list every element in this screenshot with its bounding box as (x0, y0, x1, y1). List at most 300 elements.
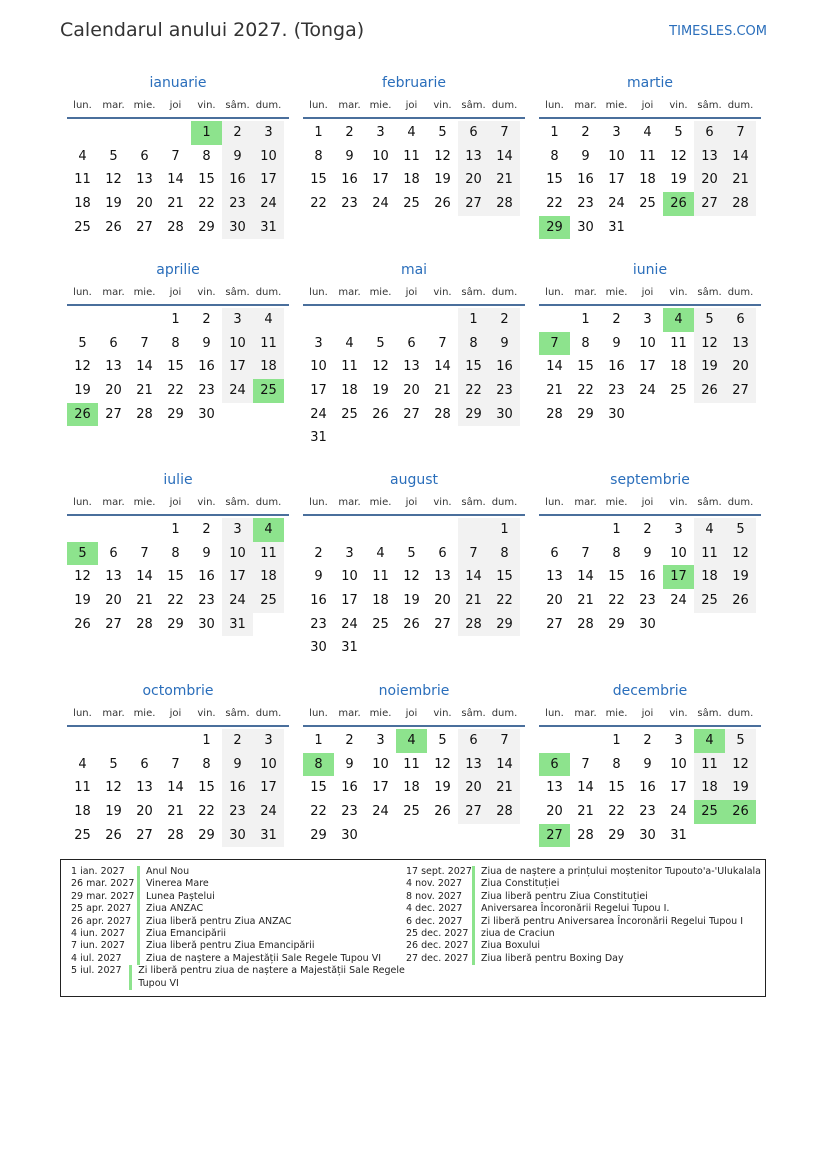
weekday-label: joi (169, 708, 182, 719)
legend-item (71, 928, 411, 940)
weekday-label: lun. (545, 287, 564, 298)
legend-date: 26 dec. 2027 (406, 940, 469, 952)
day-cell: 13 (546, 780, 563, 796)
weekday-label: vin. (669, 497, 688, 508)
legend-item (406, 928, 761, 940)
day-cell: 9 (643, 545, 652, 561)
day-cell: 17 (372, 780, 389, 796)
day-cell: 12 (725, 542, 756, 566)
weekday-label: sâm. (225, 497, 250, 508)
legend-color-marker (137, 891, 140, 903)
weekday-label: mar. (338, 100, 361, 111)
empty-cell (129, 518, 160, 542)
weekday-header (67, 282, 289, 306)
day-cell: 17 (310, 383, 327, 399)
empty-cell (694, 613, 725, 637)
days-grid (303, 119, 525, 216)
day-cell: 5 (109, 756, 118, 772)
day-cell: 9 (345, 148, 354, 164)
day-cell: 18 (694, 565, 725, 589)
legend-date: 4 nov. 2027 (406, 878, 462, 890)
legend-color-marker (472, 891, 475, 903)
month-name: ianuarie (149, 75, 207, 91)
empty-cell (539, 729, 570, 753)
day-cell: 3 (253, 729, 284, 753)
day-cell: 7 (438, 335, 447, 351)
day-cell: 18 (372, 593, 389, 609)
weekday-label: lun. (73, 100, 92, 111)
month-februarie (303, 71, 525, 216)
day-cell: 20 (546, 804, 563, 820)
legend-item (71, 940, 411, 952)
day-cell: 21 (577, 593, 594, 609)
empty-cell (694, 403, 725, 427)
empty-cell (458, 824, 489, 848)
day-cell: 5 (725, 518, 756, 542)
day-cell: 4 (694, 518, 725, 542)
day-cell: 14 (546, 359, 563, 375)
day-cell: 24 (253, 192, 284, 216)
day-cell: 18 (74, 196, 91, 212)
day-cell: 2 (222, 121, 253, 145)
day-cell: 16 (341, 172, 358, 188)
day-cell: 22 (458, 379, 489, 403)
legend-color-marker (137, 928, 140, 940)
day-cell: 6 (109, 545, 118, 561)
empty-cell (303, 518, 334, 542)
day-cell: 18 (253, 565, 284, 589)
legend-color-marker (137, 878, 140, 890)
day-cell: 21 (136, 383, 153, 399)
day-cell: 14 (136, 569, 153, 585)
empty-cell (396, 518, 427, 542)
legend-holiday-name: Ziua liberă pentru Ziua Emancipării (146, 940, 315, 952)
weekday-label: dum. (727, 100, 754, 111)
month-martie (539, 71, 761, 239)
legend-date: 17 sept. 2027 (406, 866, 472, 877)
day-cell: 22 (310, 196, 327, 212)
weekday-label: dum. (491, 100, 518, 111)
day-cell: 28 (577, 827, 594, 843)
day-cell: 5 (376, 335, 385, 351)
weekday-label: sâm. (697, 497, 722, 508)
day-cell: 19 (725, 776, 756, 800)
day-cell: 2 (643, 733, 652, 748)
day-cell: 9 (314, 569, 323, 585)
day-cell: 8 (314, 148, 323, 164)
legend-date: 29 mar. 2027 (71, 890, 135, 902)
day-cell: 7 (725, 121, 756, 145)
legend-date: 25 dec. 2027 (406, 928, 469, 940)
day-cell: 29 (577, 406, 594, 422)
empty-cell (694, 824, 725, 848)
day-cell: 8 (202, 148, 211, 164)
weekday-label: dum. (255, 287, 282, 298)
empty-cell (539, 308, 570, 332)
weekday-label: vin. (197, 287, 216, 298)
weekday-header (539, 492, 761, 516)
day-cell: 5 (725, 729, 756, 753)
legend-item (71, 965, 411, 990)
month-name: noiembrie (378, 683, 450, 699)
day-cell: 14 (434, 359, 451, 375)
empty-cell (67, 121, 98, 145)
day-cell: 10 (253, 145, 284, 169)
day-cell: 5 (694, 308, 725, 332)
legend-item (406, 903, 761, 915)
weekday-label: vin. (433, 100, 452, 111)
day-cell: 1 (581, 312, 590, 327)
day-cell: 10 (310, 359, 327, 375)
day-cell: 15 (608, 569, 625, 585)
day-cell: 21 (136, 593, 153, 609)
day-cell: 23 (222, 800, 253, 824)
day-cell: 25 (372, 616, 389, 632)
weekday-label: joi (169, 497, 182, 508)
day-cell: 30 (222, 216, 253, 240)
day-cell: 4 (643, 125, 652, 140)
weekday-label: dum. (727, 497, 754, 508)
empty-cell (129, 308, 160, 332)
day-cell: 21 (167, 196, 184, 212)
day-cell: 15 (546, 172, 563, 188)
day-cell: 16 (489, 355, 520, 379)
day-cell: 4 (345, 335, 354, 351)
legend-color-marker (137, 903, 140, 915)
weekday-label: mar. (338, 708, 361, 719)
legend-date: 5 iul. 2027 (71, 965, 122, 977)
empty-cell (98, 518, 129, 542)
legend-date: 8 nov. 2027 (406, 890, 462, 902)
weekday-header (67, 492, 289, 516)
empty-cell (303, 308, 334, 332)
day-cell: 1 (612, 733, 621, 748)
weekday-header (539, 282, 761, 306)
weekday-label: lun. (545, 708, 564, 719)
day-cell: 18 (403, 172, 420, 188)
day-cell: 27 (725, 379, 756, 403)
month-name: martie (627, 75, 673, 91)
weekday-label: lun. (73, 287, 92, 298)
month-octombrie (67, 679, 289, 847)
day-cell: 18 (253, 355, 284, 379)
weekday-label: lun. (545, 497, 564, 508)
day-cell: 9 (489, 332, 520, 356)
month-august (303, 468, 525, 660)
day-cell: 3 (222, 308, 253, 332)
day-cell: 9 (612, 335, 621, 351)
day-cell: 11 (694, 753, 725, 777)
day-cell: 21 (167, 804, 184, 820)
day-cell: 8 (458, 332, 489, 356)
day-cell: 5 (78, 335, 87, 351)
day-cell: 20 (725, 355, 756, 379)
day-cell: 1 (171, 522, 180, 537)
day-cell: 3 (376, 125, 385, 140)
day-cell: 20 (105, 383, 122, 399)
day-cell: 6 (407, 335, 416, 351)
day-cell: 17 (253, 776, 284, 800)
day-cell: 23 (608, 383, 625, 399)
day-cell: 7 (140, 545, 149, 561)
day-cell: 22 (167, 383, 184, 399)
day-cell: 11 (74, 172, 91, 188)
day-cell: 30 (639, 616, 656, 632)
day-cell: 27 (546, 616, 563, 632)
day-cell: 26 (694, 379, 725, 403)
empty-cell (129, 121, 160, 145)
day-cell: 13 (725, 332, 756, 356)
day-cell: 24 (372, 196, 389, 212)
day-cell: 31 (253, 216, 284, 240)
day-cell: 19 (725, 565, 756, 589)
month-name: iulie (163, 472, 193, 488)
empty-cell (365, 426, 396, 450)
empty-cell (67, 729, 98, 753)
empty-cell (632, 216, 663, 240)
day-cell: 11 (403, 148, 420, 164)
day-cell: 7 (489, 121, 520, 145)
weekday-label: dum. (491, 287, 518, 298)
holiday-cell: 6 (539, 753, 570, 777)
weekday-label: mie. (133, 287, 156, 298)
legend-holiday-name: Lunea Paștelui (146, 890, 215, 902)
day-cell: 16 (198, 359, 215, 375)
month-name: octombrie (142, 683, 214, 699)
day-cell: 1 (171, 312, 180, 327)
holiday-cell: 4 (694, 729, 725, 753)
day-cell: 12 (694, 332, 725, 356)
day-cell: 16 (577, 172, 594, 188)
day-cell: 27 (694, 192, 725, 216)
empty-cell (129, 729, 160, 753)
empty-cell (570, 729, 601, 753)
day-cell: 28 (577, 616, 594, 632)
days-grid (67, 306, 289, 426)
day-cell: 21 (577, 804, 594, 820)
day-cell: 30 (310, 640, 327, 656)
legend-holiday-name: Ziua Constituției (481, 878, 560, 890)
day-cell: 11 (253, 542, 284, 566)
day-cell: 8 (171, 545, 180, 561)
day-cell: 12 (434, 756, 451, 772)
day-cell: 22 (310, 804, 327, 820)
day-cell: 12 (403, 569, 420, 585)
empty-cell (570, 518, 601, 542)
day-cell: 18 (694, 776, 725, 800)
day-cell: 28 (458, 613, 489, 637)
day-cell: 23 (222, 192, 253, 216)
day-cell: 27 (434, 616, 451, 632)
day-cell: 18 (639, 172, 656, 188)
day-cell: 1 (458, 308, 489, 332)
weekday-label: mar. (574, 100, 597, 111)
day-cell: 30 (341, 827, 358, 843)
day-cell: 25 (341, 406, 358, 422)
legend-holiday-name: Zi liberă pentru ziua de naștere a Majestății Sale Regele Tupou VI (138, 965, 405, 989)
days-grid (539, 516, 761, 636)
legend-holiday-name: Ziua Emancipării (146, 928, 227, 940)
day-cell: 21 (546, 383, 563, 399)
day-cell: 20 (403, 383, 420, 399)
weekday-label: sâm. (461, 708, 486, 719)
legend-color-marker (129, 965, 132, 990)
day-cell: 24 (222, 379, 253, 403)
days-grid (539, 727, 761, 847)
day-cell: 26 (434, 196, 451, 212)
day-cell: 13 (403, 359, 420, 375)
day-cell: 10 (639, 335, 656, 351)
empty-cell (725, 613, 756, 637)
empty-cell (365, 518, 396, 542)
day-cell: 3 (376, 733, 385, 748)
day-cell: 13 (458, 753, 489, 777)
day-cell: 22 (198, 196, 215, 212)
day-cell: 4 (78, 756, 87, 772)
day-cell: 11 (694, 542, 725, 566)
day-cell: 24 (341, 616, 358, 632)
weekday-label: sâm. (225, 708, 250, 719)
day-cell: 16 (222, 776, 253, 800)
day-cell: 22 (608, 593, 625, 609)
day-cell: 19 (74, 593, 91, 609)
day-cell: 29 (167, 616, 184, 632)
holiday-cell: 26 (67, 403, 98, 427)
day-cell: 15 (198, 172, 215, 188)
holiday-cell: 8 (303, 753, 334, 777)
legend-item (71, 903, 411, 915)
day-cell: 8 (612, 545, 621, 561)
legend-color-marker (137, 916, 140, 928)
empty-cell (334, 308, 365, 332)
day-cell: 15 (310, 780, 327, 796)
weekday-label: vin. (197, 708, 216, 719)
legend-column-left (71, 866, 411, 990)
day-cell: 10 (372, 148, 389, 164)
weekday-label: dum. (727, 708, 754, 719)
day-cell: 28 (489, 800, 520, 824)
day-cell: 2 (581, 125, 590, 140)
empty-cell (427, 308, 458, 332)
weekday-label: joi (405, 497, 418, 508)
day-cell: 18 (341, 383, 358, 399)
day-cell: 19 (105, 804, 122, 820)
legend-item (406, 866, 761, 878)
day-cell: 28 (167, 827, 184, 843)
weekday-label: sâm. (697, 100, 722, 111)
weekday-label: lun. (309, 287, 328, 298)
weekday-label: dum. (491, 708, 518, 719)
day-cell: 27 (403, 406, 420, 422)
day-cell: 17 (372, 172, 389, 188)
empty-cell (539, 518, 570, 542)
legend-holiday-name: Ziua liberă pentru Boxing Day (481, 952, 624, 964)
day-cell: 23 (341, 196, 358, 212)
day-cell: 30 (198, 406, 215, 422)
empty-cell (334, 518, 365, 542)
day-cell: 12 (670, 148, 687, 164)
day-cell: 19 (372, 383, 389, 399)
days-grid (303, 727, 525, 847)
weekday-label: sâm. (461, 287, 486, 298)
day-cell: 22 (608, 804, 625, 820)
empty-cell (98, 121, 129, 145)
empty-cell (663, 403, 694, 427)
day-cell: 24 (372, 804, 389, 820)
day-cell: 14 (136, 359, 153, 375)
days-grid (67, 119, 289, 239)
day-cell: 28 (136, 616, 153, 632)
weekday-label: joi (641, 497, 654, 508)
weekday-label: joi (641, 287, 654, 298)
day-cell: 25 (74, 827, 91, 843)
day-cell: 12 (105, 780, 122, 796)
weekday-label: mar. (574, 497, 597, 508)
page-title: Calendarul anului 2027. (Tonga) (60, 19, 365, 41)
empty-cell (253, 403, 284, 427)
weekday-label: sâm. (461, 497, 486, 508)
day-cell: 25 (253, 589, 284, 613)
legend-holiday-name: Anul Nou (146, 866, 190, 877)
day-cell: 16 (341, 780, 358, 796)
day-cell: 11 (403, 756, 420, 772)
day-cell: 18 (670, 359, 687, 375)
day-cell: 5 (109, 148, 118, 164)
day-cell: 13 (458, 145, 489, 169)
day-cell: 6 (694, 121, 725, 145)
day-cell: 11 (670, 335, 687, 351)
day-cell: 22 (167, 593, 184, 609)
day-cell: 23 (639, 593, 656, 609)
day-cell: 6 (140, 148, 149, 164)
day-cell: 18 (74, 804, 91, 820)
day-cell: 10 (341, 569, 358, 585)
day-cell: 3 (643, 312, 652, 327)
day-cell: 3 (612, 125, 621, 140)
empty-cell (489, 636, 520, 660)
day-cell: 10 (372, 756, 389, 772)
legend-item (71, 891, 411, 903)
day-cell: 28 (725, 192, 756, 216)
legend-date: 25 apr. 2027 (71, 903, 132, 915)
empty-cell (427, 824, 458, 848)
day-cell: 20 (458, 776, 489, 800)
day-cell: 2 (314, 545, 323, 561)
brand-link[interactable]: TIMESLES.COM (669, 24, 767, 39)
days-grid (303, 516, 525, 660)
weekday-header (67, 703, 289, 727)
weekday-label: sâm. (225, 100, 250, 111)
day-cell: 23 (577, 196, 594, 212)
day-cell: 3 (674, 522, 683, 537)
days-grid (303, 306, 525, 450)
day-cell: 11 (253, 332, 284, 356)
days-grid (67, 516, 289, 636)
weekday-label: mar. (338, 287, 361, 298)
empty-cell (98, 729, 129, 753)
day-cell: 27 (105, 616, 122, 632)
weekday-label: lun. (309, 497, 328, 508)
day-cell: 1 (314, 733, 323, 748)
day-cell: 17 (253, 168, 284, 192)
day-cell: 21 (489, 776, 520, 800)
weekday-label: lun. (73, 497, 92, 508)
month-septembrie (539, 468, 761, 636)
empty-cell (458, 426, 489, 450)
month-name: august (390, 472, 438, 488)
empty-cell (334, 426, 365, 450)
holiday-cell: 25 (694, 800, 725, 824)
